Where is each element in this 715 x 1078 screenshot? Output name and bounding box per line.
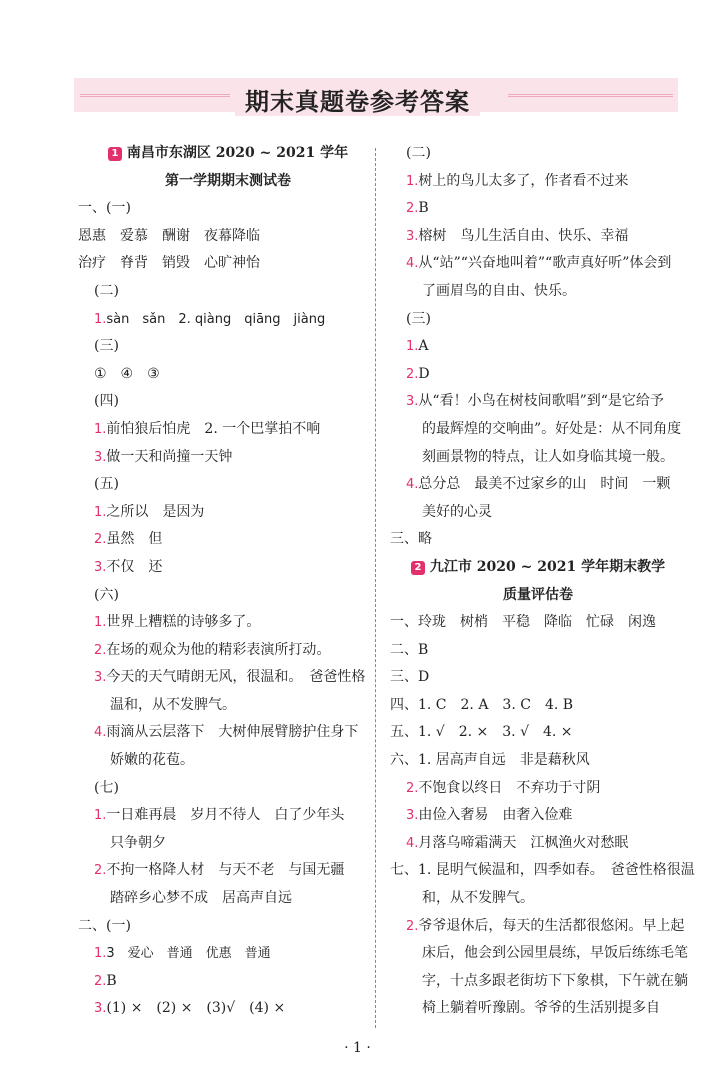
answer-text: 恩惠 爱慕 酬谢 夜幕降临 bbox=[78, 227, 260, 244]
answer-line bbox=[390, 333, 686, 361]
answer-line bbox=[78, 664, 378, 692]
answer-line bbox=[390, 885, 686, 913]
answer-text: 踏碎乡心梦不成 居高声自远 bbox=[110, 890, 292, 907]
answer-text: 从“站”“兴奋地叫着”“歌声真好听”体会到 bbox=[418, 255, 672, 272]
answer-text: 从“看！小鸟在树枝间歌唱”到“是它给予 bbox=[418, 393, 664, 410]
answer-text: 字，十点多跟老街坊下下象棋，下午就在躺 bbox=[422, 972, 688, 989]
answer-text: 娇嫩的花苞。 bbox=[110, 752, 194, 769]
answer-text: ① ④ ③ bbox=[94, 365, 160, 382]
answer-text: 在场的观众为他的精彩表演所打动。 bbox=[106, 641, 331, 658]
answer-line bbox=[78, 692, 378, 720]
answer-line bbox=[390, 168, 686, 196]
right-column bbox=[390, 140, 695, 1023]
answer-text: 温和，从不发脾气。 bbox=[110, 696, 236, 713]
answer-text: 二、B bbox=[390, 641, 429, 658]
answer-text: 总分总 最美不过家乡的山 时间 一颗 bbox=[418, 476, 671, 493]
item-number: 4. bbox=[406, 256, 419, 272]
answer-line bbox=[390, 195, 686, 223]
answer-line bbox=[390, 637, 686, 665]
answer-text: (1) × (2) × (3)√ (4) × bbox=[106, 1000, 286, 1017]
answer-line bbox=[78, 526, 378, 554]
answer-text: 爷爷退休后，每天的生活都很悠闲。早上起 bbox=[418, 917, 685, 934]
answer-text: 刻画景物的特点，让人如身临其境一般。 bbox=[422, 448, 674, 465]
answer-line bbox=[390, 278, 686, 306]
answer-text: B bbox=[418, 200, 429, 217]
answer-line bbox=[390, 609, 686, 637]
item-number: 2. bbox=[94, 973, 107, 989]
answer-line bbox=[78, 416, 378, 444]
section-2-subheading: 质量评估卷 bbox=[503, 586, 573, 603]
item-number: 3. bbox=[94, 1001, 107, 1017]
answer-text: sàn sǎn 2. qiàng qiāng jiàng bbox=[106, 311, 326, 327]
section-2-heading: 2 九江市 2020 ~ 2021 学年期末教学 bbox=[390, 554, 686, 582]
answer-line bbox=[78, 913, 378, 941]
item-number: 2. bbox=[406, 201, 419, 217]
answer-line bbox=[78, 306, 378, 334]
item-number: 1. bbox=[94, 504, 107, 520]
answer-line bbox=[78, 361, 378, 389]
answer-line bbox=[78, 775, 378, 803]
answer-line bbox=[78, 554, 378, 582]
answer-line bbox=[390, 223, 686, 251]
answer-text: 由俭入奢易 由奢入俭难 bbox=[418, 807, 573, 824]
answer-line bbox=[390, 857, 695, 885]
answer-text: 的最辉煌的交响曲”。好处是：从不同角度 bbox=[422, 420, 682, 437]
answer-text: (六) bbox=[94, 586, 119, 603]
left-column bbox=[78, 140, 378, 1023]
answer-line bbox=[78, 388, 378, 416]
answer-line bbox=[78, 637, 378, 665]
item-number: 1. bbox=[94, 946, 107, 962]
answer-line bbox=[390, 250, 686, 278]
item-number: 1. bbox=[94, 421, 107, 437]
answer-text: 五、1. √ 2. × 3. √ 4. × bbox=[390, 724, 573, 741]
item-number: 3. bbox=[406, 228, 419, 244]
answer-text: 治疗 脊背 销毁 心旷神怡 bbox=[78, 255, 260, 272]
answer-line bbox=[390, 388, 686, 416]
answer-text: 不饱食以终日 不弃功于寸阴 bbox=[418, 779, 601, 796]
answer-line bbox=[390, 692, 686, 720]
item-number: 4. bbox=[94, 725, 107, 741]
answer-text: B bbox=[106, 972, 117, 989]
answer-line bbox=[390, 913, 686, 941]
answer-line bbox=[78, 250, 378, 278]
answer-text: 世界上糟糕的诗够多了。 bbox=[106, 614, 261, 631]
answer-line bbox=[78, 995, 378, 1023]
answer-line bbox=[78, 857, 378, 885]
answer-line bbox=[390, 830, 686, 858]
answer-line bbox=[78, 609, 378, 637]
answer-line bbox=[390, 444, 686, 472]
answer-line bbox=[390, 995, 686, 1023]
answer-line bbox=[78, 278, 378, 306]
answer-text: 六、1. 居高声自远 非是藉秋风 bbox=[390, 752, 590, 769]
answer-text: (二) bbox=[94, 282, 119, 299]
answer-text: 虽然 但 bbox=[106, 531, 163, 548]
section-1-subheading: 第一学期期末测试卷 bbox=[165, 172, 291, 189]
item-number: 3. bbox=[94, 449, 107, 465]
answer-line bbox=[78, 333, 378, 361]
answer-line bbox=[390, 940, 686, 968]
answer-line bbox=[390, 306, 686, 334]
item-number: 3. bbox=[406, 394, 419, 410]
answer-line bbox=[78, 968, 378, 996]
answer-text: 三、略 bbox=[390, 531, 432, 548]
item-number: 2. bbox=[94, 532, 107, 548]
item-number: 3. bbox=[94, 670, 107, 686]
answer-text: 一日难再晨 岁月不待人 白了少年头 bbox=[106, 807, 345, 824]
answer-text: 今天的天气晴朗无风，很温和。 爸爸性格 bbox=[106, 669, 366, 686]
answer-line bbox=[390, 526, 686, 554]
answer-text: 榕树 鸟儿生活自由、快乐、幸福 bbox=[418, 227, 629, 244]
answer-text: 不拘一格降人材 与天不老 与国无疆 bbox=[106, 862, 345, 879]
item-number: 2. bbox=[94, 642, 107, 658]
section-badge: 1 bbox=[108, 147, 122, 161]
answer-line bbox=[78, 719, 378, 747]
answer-text: 三、D bbox=[390, 669, 430, 686]
answer-line bbox=[78, 940, 378, 968]
item-number: 2. bbox=[406, 366, 419, 382]
answer-text: 椅上躺着听豫剧。爷爷的生活别提多自 bbox=[422, 1000, 660, 1017]
answer-text: 七、1. 昆明气候温和，四季如春。 爸爸性格很温 bbox=[390, 862, 695, 879]
answer-line bbox=[390, 499, 686, 527]
answer-line bbox=[390, 471, 686, 499]
page-number: · 1 · bbox=[344, 1040, 371, 1056]
item-number: 2. bbox=[406, 918, 419, 934]
answer-line bbox=[78, 223, 378, 251]
answer-line bbox=[390, 416, 686, 444]
item-number: 1. bbox=[94, 615, 107, 631]
answer-line bbox=[390, 802, 686, 830]
answer-text: 树上的鸟儿太多了，作者看不过来 bbox=[418, 172, 629, 189]
answer-text: (四) bbox=[94, 393, 119, 410]
answer-line bbox=[390, 747, 686, 775]
answer-line bbox=[78, 499, 378, 527]
answer-text: 一、玲珑 树梢 平稳 降临 忙碌 闲逸 bbox=[390, 614, 656, 631]
answer-line bbox=[78, 444, 378, 472]
answer-line bbox=[390, 140, 686, 168]
item-number: 1. bbox=[94, 808, 107, 824]
item-number: 2. bbox=[406, 780, 419, 796]
answer-text: 雨滴从云层落下 大树伸展臂膀护住身下 bbox=[106, 724, 359, 741]
item-number: 4. bbox=[406, 477, 419, 493]
item-number: 4. bbox=[406, 835, 419, 851]
answer-text: 美好的心灵 bbox=[422, 503, 492, 520]
answer-text: 四、1. C 2. A 3. C 4. B bbox=[390, 696, 574, 713]
answer-text: A bbox=[418, 338, 429, 355]
answer-line bbox=[78, 471, 378, 499]
item-number: 2. bbox=[94, 863, 107, 879]
answer-text: 二、(一) bbox=[78, 917, 131, 934]
answer-line bbox=[390, 361, 686, 389]
answer-text: (三) bbox=[94, 338, 119, 355]
answer-text: 只争朝夕 bbox=[110, 834, 166, 851]
answer-text: 不仅 还 bbox=[106, 558, 163, 575]
answer-line bbox=[78, 195, 378, 223]
answer-line bbox=[78, 582, 378, 610]
answer-line bbox=[78, 885, 378, 913]
answer-text: 床后，他会到公园里晨练，早饭后练练毛笔 bbox=[422, 945, 688, 962]
answer-text: D bbox=[418, 365, 430, 382]
answer-line bbox=[390, 968, 686, 996]
answer-text: (五) bbox=[94, 476, 119, 493]
answer-line bbox=[78, 802, 378, 830]
answer-text: 做一天和尚撞一天钟 bbox=[106, 448, 233, 465]
answer-text: (七) bbox=[94, 779, 119, 796]
answer-line bbox=[78, 830, 378, 858]
answer-text: 一、(一) bbox=[78, 200, 131, 217]
answer-text: 和，从不发脾气。 bbox=[422, 890, 534, 907]
answer-text: (二) bbox=[406, 145, 431, 161]
section-badge: 2 bbox=[411, 561, 425, 575]
item-number: 1. bbox=[406, 173, 419, 189]
answer-text: (三) bbox=[406, 310, 431, 327]
section-1-heading: 1 南昌市东湖区 2020 ~ 2021 学年 bbox=[78, 140, 378, 168]
item-number: 1. bbox=[406, 339, 419, 355]
answer-text: 了画眉鸟的自由、快乐。 bbox=[422, 282, 576, 299]
answer-text: 之所以 是因为 bbox=[106, 503, 205, 520]
answer-text: 月落乌啼霜满天 江枫渔火对愁眠 bbox=[418, 834, 629, 851]
answer-text: 前怕狼后怕虎 2. 一个巴掌拍不响 bbox=[106, 420, 321, 437]
item-number: 3. bbox=[406, 808, 419, 824]
item-number: 3. bbox=[94, 559, 107, 575]
answer-text: 3 爱心 普通 优惠 普通 bbox=[106, 946, 271, 962]
answer-line bbox=[78, 747, 378, 775]
answer-line bbox=[390, 775, 686, 803]
answer-line bbox=[390, 719, 686, 747]
answer-line bbox=[390, 664, 686, 692]
item-number: 1. bbox=[94, 311, 107, 327]
page-title: 期末真题卷参考答案 bbox=[0, 82, 715, 117]
